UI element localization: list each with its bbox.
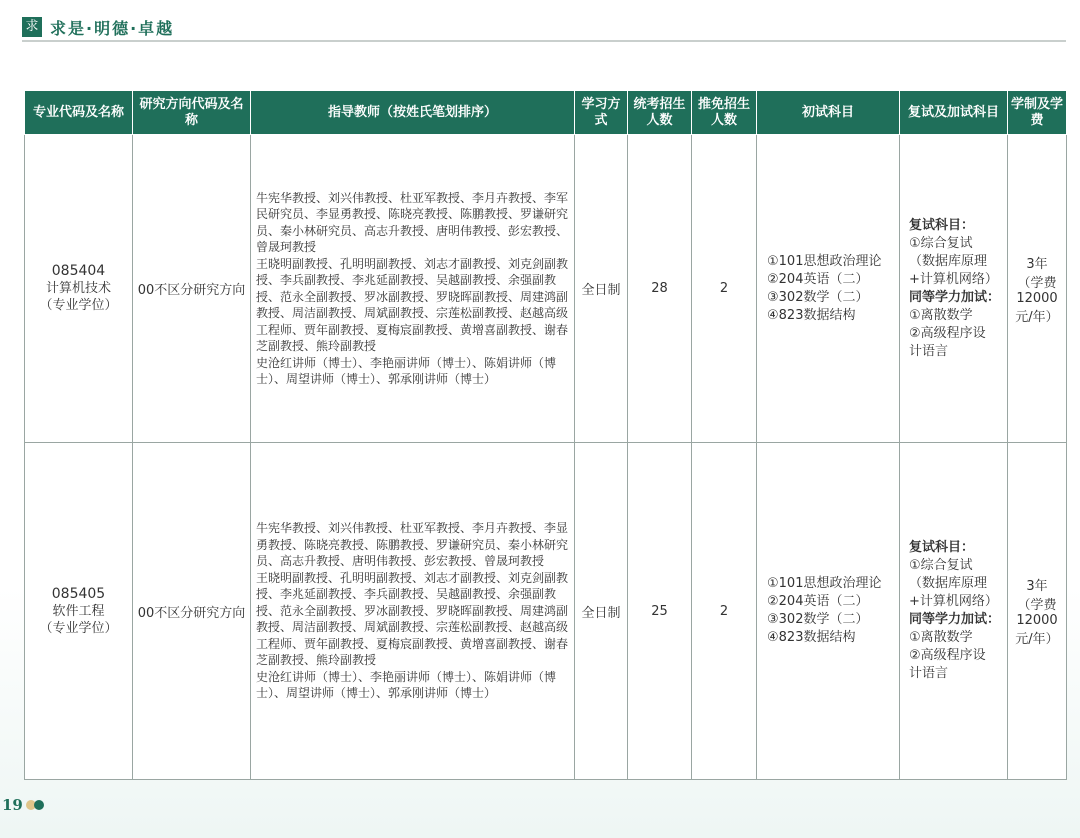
- retest-item: ①综合复试: [909, 235, 973, 251]
- retest-title: 复试科目：: [909, 540, 975, 555]
- major-code: 085404: [51, 263, 106, 279]
- professors-list: 牛宪华教授、刘兴伟教授、杜亚军教授、李月卉教授、李显勇教授、陈晓亮教授、陈鹏教授、罗谦研究员、秦小林研究员、高志升教授、唐明伟教授、彭宏教授、曾晟珂教授: [256, 521, 569, 569]
- extra-exam-item: ②高级程序设: [909, 648, 986, 663]
- exempt-quota-cell: 2: [692, 135, 757, 443]
- retest-cell: [900, 443, 1008, 780]
- professors-list: 牛宪华教授、刘兴伟教授、杜亚军教授、李月卉教授、李军民研究员、李显勇教授、陈晓亮教授、陈鹏教授、罗谦研究员、秦小林研究员、高志升教授、唐明伟教授、彭宏教授、曾晟珂教授: [256, 190, 569, 254]
- lecturers-list: 史沧红讲师（博士）、李艳丽讲师（博士）、陈娟讲师（博士）、周望讲师（博士）、郭承刚讲师（博士）: [256, 355, 557, 386]
- extra-exam-item: 计语言: [909, 343, 949, 359]
- duration: 3年: [1026, 579, 1048, 594]
- retest-item: （数据库原理: [909, 576, 988, 591]
- extra-exam-title: 同等学力加试：: [909, 612, 1001, 627]
- header-first-exam: 初试科目: [757, 91, 900, 135]
- fee-line: 12000: [1016, 290, 1058, 306]
- direction-cell: 00不区分研究方向: [133, 443, 251, 780]
- first-exam-cell: [757, 135, 900, 443]
- teachers-cell: [251, 135, 575, 443]
- exam-subject: ①101思想政治理论: [767, 253, 882, 269]
- exam-subject: ②204英语（二）: [767, 271, 869, 287]
- lecturers-list: 史沧红讲师（博士）、李艳丽讲师（博士）、陈娟讲师（博士）、周望讲师（博士）、郭承刚讲师（博士）: [256, 669, 557, 701]
- header-exempt-quota: 推免招生人数: [692, 91, 757, 135]
- exam-quota-cell: 28: [628, 135, 692, 443]
- major-name: 计算机技术: [45, 281, 111, 296]
- decorative-dot-green: [34, 800, 44, 810]
- teachers-cell: [251, 443, 575, 780]
- fee-line: 元/年）: [1015, 632, 1059, 647]
- retest-title: 复试科目：: [909, 217, 975, 233]
- page-number: 19: [2, 796, 23, 814]
- major-type: （专业学位）: [39, 298, 118, 313]
- motto: 求是·明德·卓越: [50, 19, 175, 38]
- header-teachers: 指导教师（按姓氏笔划排序）: [251, 91, 575, 135]
- exam-subject: ④823数据结构: [767, 307, 856, 323]
- header-major: 专业代码及名称: [25, 91, 133, 135]
- header-exam-quota: 统考招生人数: [628, 91, 692, 135]
- retest-item: +计算机网络）: [909, 594, 998, 609]
- major-name: 软件工程: [52, 603, 105, 619]
- retest-item: +计算机网络）: [909, 271, 998, 287]
- extra-exam-item: ①离散数学: [909, 630, 973, 645]
- study-mode-cell: 全日制: [575, 135, 628, 443]
- major-type: （专业学位）: [39, 620, 118, 636]
- fee-line: 元/年）: [1015, 309, 1059, 325]
- header-study-mode: 学习方式: [575, 91, 628, 135]
- exam-subject: ③302数学（二）: [767, 612, 869, 627]
- table-row: [25, 135, 1067, 443]
- retest-item: （数据库原理: [909, 253, 988, 269]
- page-header: [22, 14, 1066, 42]
- admissions-table: [24, 90, 1067, 780]
- study-mode-cell: 全日制: [575, 443, 628, 780]
- header-divider: [22, 40, 1066, 42]
- table-header-row: [25, 91, 1067, 135]
- associate-professors-list: 王晓明副教授、孔明明副教授、刘志才副教授、刘克剑副教授、李兆延副教授、李兵副教授、吴越副教授、余强副教授、范永全副教授、罗冰副教授、罗晓晖副教授、周建鸿副教授、周洁副教授、周斌副教授、宗莲松副教授、赵越高级工程师、贾年副教授、夏梅宸副教授、黄增喜副教授、谢春芝副教授、熊玲副教授: [256, 570, 569, 668]
- exam-subject: ③302数学（二）: [767, 289, 869, 305]
- extra-exam-item: ②高级程序设: [909, 325, 986, 341]
- major-code: 085405: [51, 585, 106, 602]
- retest-item: ①综合复试: [909, 558, 973, 573]
- major-cell: [25, 135, 133, 443]
- major-cell: [25, 443, 133, 780]
- extra-exam-item: 计语言: [909, 666, 949, 681]
- fee-line: （学费: [1017, 598, 1057, 613]
- exam-subject: ④823数据结构: [767, 630, 856, 645]
- university-logo: 求: [22, 17, 42, 37]
- exempt-quota-cell: 2: [692, 443, 757, 780]
- duration: 3年: [1026, 256, 1048, 272]
- retest-cell: [900, 135, 1008, 443]
- fee-line: 12000: [1016, 613, 1058, 628]
- extra-exam-title: 同等学力加试：: [909, 289, 1001, 305]
- duration-fee-cell: [1008, 443, 1067, 780]
- table-row: [25, 443, 1067, 780]
- exam-subject: ②204英语（二）: [767, 594, 869, 609]
- fee-line: （学费: [1017, 275, 1057, 291]
- exam-quota-cell: 25: [628, 443, 692, 780]
- associate-professors-list: 王晓明副教授、孔明明副教授、刘志才副教授、刘克剑副教授、李兵副教授、李兆延副教授、吴越副教授、余强副教授、范永全副教授、罗冰副教授、罗晓晖副教授、周建鸿副教授、周洁副教授、周斌副教授、宗莲松副教授、赵越高级工程师、贾年副教授、夏梅宸副教授、黄增喜副教授、谢春芝副教授、熊玲副教授: [256, 256, 569, 353]
- header-duration-fee: 学制及学费: [1008, 91, 1067, 135]
- first-exam-cell: [757, 443, 900, 780]
- header-retest: 复试及加试科目: [900, 91, 1008, 135]
- extra-exam-item: ①离散数学: [909, 307, 973, 323]
- direction-cell: 00不区分研究方向: [133, 135, 251, 443]
- header-direction: 研究方向代码及名称: [133, 91, 251, 135]
- admissions-table-container: [24, 90, 1066, 780]
- duration-fee-cell: [1008, 135, 1067, 443]
- exam-subject: ①101思想政治理论: [767, 576, 882, 591]
